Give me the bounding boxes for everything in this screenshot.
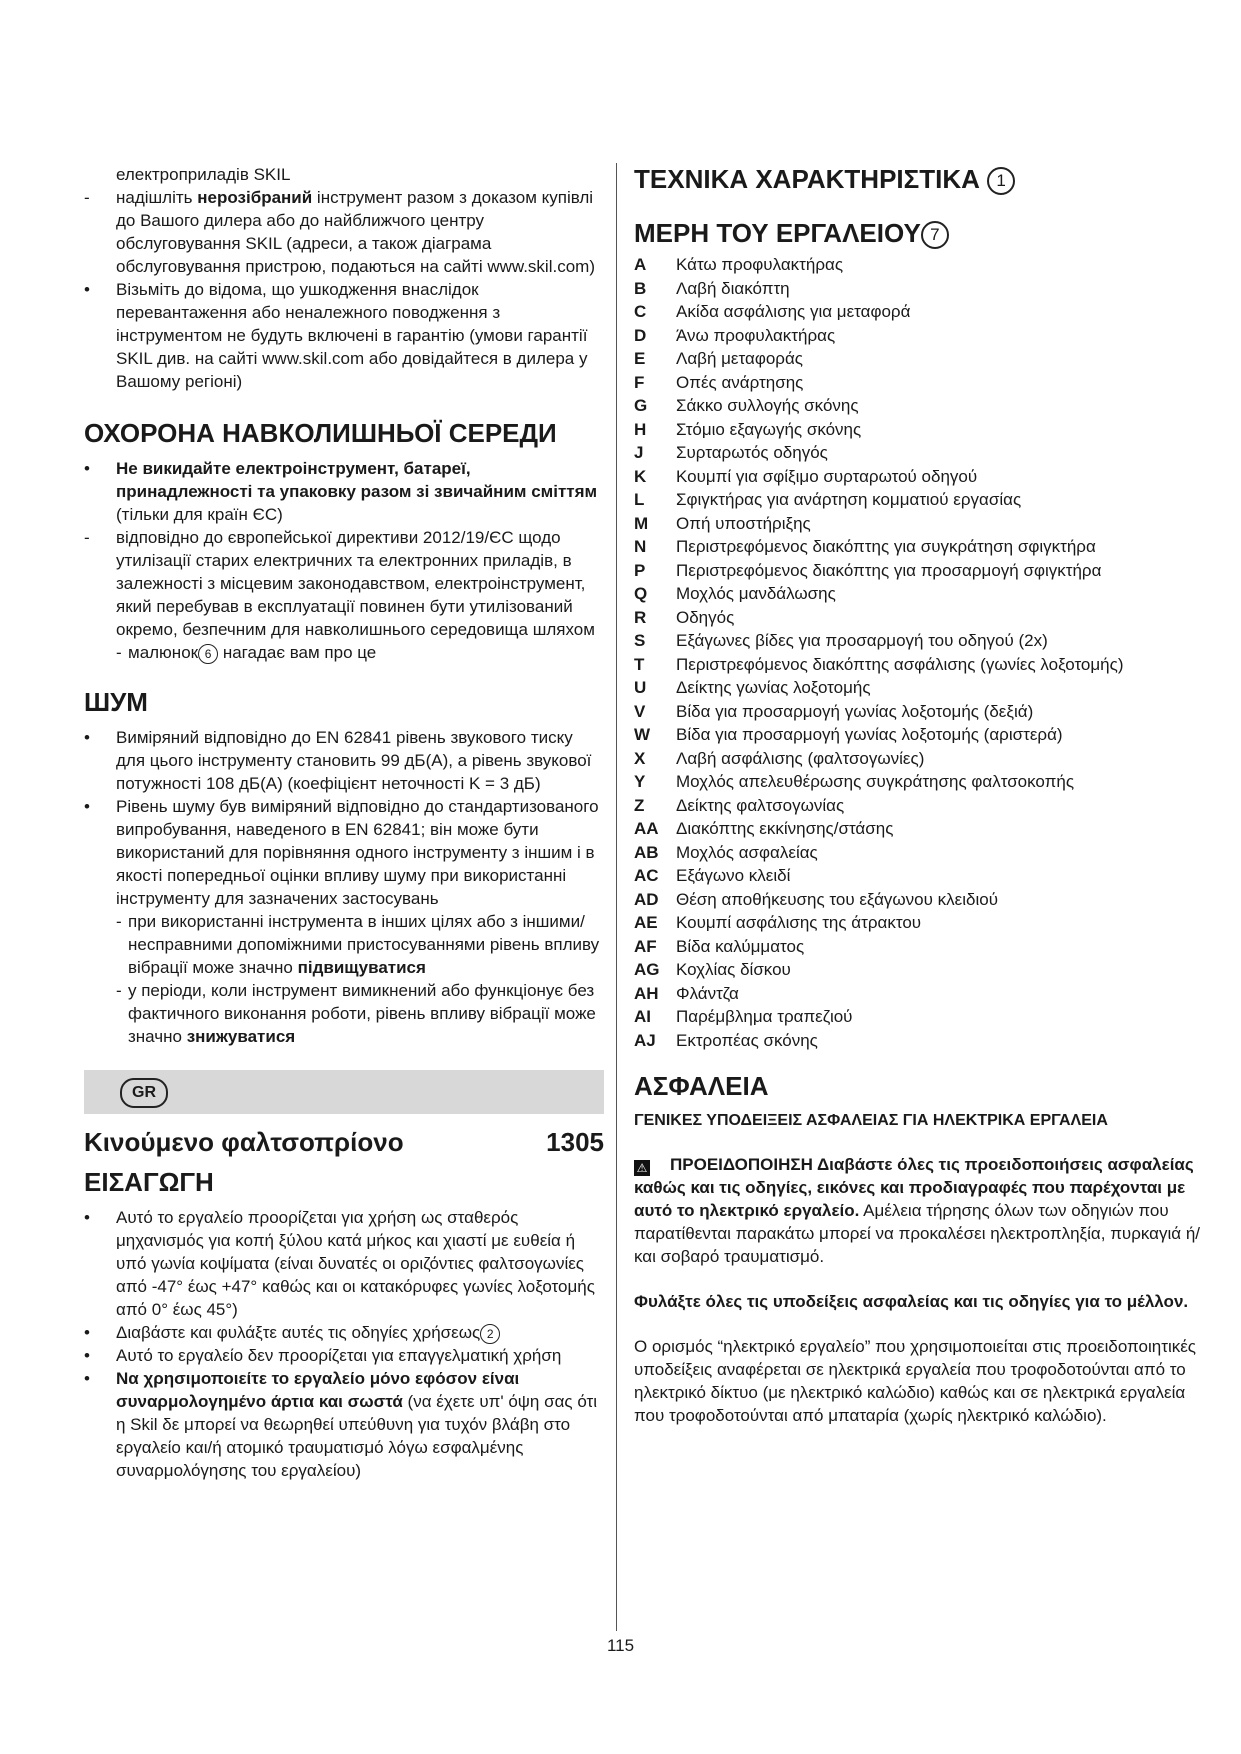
warning-triangle-icon: ⚠ (634, 1160, 650, 1176)
column-divider (616, 163, 617, 1631)
part-item (634, 300, 1204, 324)
part-key: AH (634, 983, 659, 1003)
part-item (634, 629, 1204, 653)
figure-ref-7: 7 (921, 221, 949, 249)
noise-dash-2: - у періоди, коли інструмент вимикнений або функціонує без фактичного виконання роботи, рівень впливу вібрації може значно знижуватися (84, 979, 604, 1048)
part-label: Περιστρεφόμενος διακόπτης ασφάλισης (γωνίες λοξοτομής) (676, 654, 1124, 674)
part-label: Βίδα καλύμματος (676, 936, 805, 956)
part-label: Οπές ανάρτησης (676, 372, 804, 392)
part-item (634, 653, 1204, 677)
gr-bullet-1: • Αυτό το εργαλείο προορίζεται για χρήση ως σταθερός μηχανισμός για κοπή ξύλου κατά μήκος και χιαστί με ευθεία ή υπό γωνία κοψίματα (είναι δυνατές οι οριζόντιες φαλτσογωνίες από -47° έως +47° καθώς και οι κατακόρυφες γωνίες λοξοτομής από 0° έως 45°) (84, 1206, 604, 1321)
part-label: Θέση αποθήκευσης του εξάγωνου κλειδιού (676, 889, 998, 909)
part-label: Ακίδα ασφάλισης για μεταφορά (676, 302, 911, 322)
noise-heading: ШУМ (84, 687, 148, 717)
part-label: Σφιγκτήρας για ανάρτηση κομματιού εργασίας (676, 490, 1022, 510)
part-key: AB (634, 842, 659, 862)
language-badge: GR (120, 1078, 168, 1108)
part-key: F (634, 372, 645, 392)
part-key: N (634, 537, 647, 557)
part-item (634, 982, 1204, 1006)
part-item (634, 465, 1204, 489)
part-item (634, 935, 1204, 959)
part-key: V (634, 701, 646, 721)
figure-ref-2: 2 (480, 1324, 500, 1344)
part-key: AJ (634, 1030, 656, 1050)
part-item (634, 559, 1204, 583)
part-key: E (634, 349, 646, 369)
part-item (634, 1029, 1204, 1053)
part-key: P (634, 560, 646, 580)
part-item (634, 676, 1204, 700)
product-title-row (84, 1126, 604, 1158)
language-bar (84, 1070, 604, 1114)
env-heading: ОХОРОНА НАВКОЛИШНЬОЇ СЕРЕДИ (84, 418, 557, 448)
part-label: Βίδα για προσαρμογή γωνίας λοξοτομής (αριστερά) (676, 725, 1063, 745)
gr-bullet-4: • Να χρησιμοποιείτε το εργαλείο μόνο εφόσον είναι συναρμολογημένο άρτια και σωστά (να έχετε υπ' όψη σας ότι η Skil δε μπορεί να θεωρηθεί υπεύθυνη για τυχόν βλάβη στο εργαλείο και/ή ατομικό τραυματισμό λόγω εσφαλμένης συναρμολόγησης του εργαλείου) (84, 1367, 604, 1482)
noise-dash-1: - при використанні інструмента в інших цілях або з іншими/несправними допоміжними пристосуваннями рівень впливу вібрації може значно підвищуватися (84, 910, 604, 979)
part-key: W (634, 725, 651, 745)
part-key: Q (634, 584, 648, 604)
part-key: B (634, 278, 647, 298)
part-item (634, 606, 1204, 630)
figure-ref-6: 6 (198, 644, 218, 664)
parts-list (634, 253, 1204, 1052)
left-column (84, 163, 604, 1482)
intro-heading: ΕΙΣΑΓΩΓΗ (84, 1167, 214, 1197)
part-label: Άνω προφυλακτήρας (676, 325, 836, 345)
part-item (634, 1005, 1204, 1029)
part-item (634, 888, 1204, 912)
part-key: K (634, 466, 647, 486)
env-directive: - відповідно до європейської директиви 2012/19/ЄС щодо утилізації старих електричних та електронних приладів, в залежності з місцевим законодавством, електроінструмент, який перебував в експлуатації повинен бути утилізований окремо, безпечним для навколишнього середовища шляхом (84, 526, 604, 641)
part-key: Z (634, 795, 645, 815)
figure-ref-1: 1 (987, 167, 1015, 195)
part-label: Οπή υποστήριξης (676, 513, 811, 533)
part-item (634, 512, 1204, 536)
part-label: Εξάγωνες βίδες για προσαρμογή του οδηγού (2x) (676, 631, 1048, 651)
part-label: Κάτω προφυλακτήρας (676, 255, 844, 275)
warranty-bullet: • Візьміть до відома, що ушкодження внаслідок перевантаження або неналежного поводження з інструментом не будуть включені в гарантію (умови гарантії SKIL див. на сайті www.skil.com або довідайтеся в дилера у Вашому регіоні) (84, 278, 604, 393)
right-column (634, 163, 1204, 1427)
part-key: C (634, 302, 647, 322)
part-label: Μοχλός απελευθέρωσης συγκράτησης φαλτσοκοπής (676, 772, 1075, 792)
return-instruction: - надішліть нерозібраний інструмент разом з доказом купівлі до Вашого дилера або до найближчого центру обслуговування SKIL (адреси, а також діаграма обслуговування пристрою, подаються на сайті www.skil.com) (84, 186, 604, 278)
part-key: G (634, 396, 648, 416)
part-label: Διακόπτης εκκίνησης/στάσης (676, 819, 894, 839)
part-label: Λαβή μεταφοράς (676, 349, 803, 369)
safety-subheading: ΓΕΝΙΚΕΣ ΥΠΟΔΕΙΞΕΙΣ ΑΣΦΑΛΕΙΑΣ ΓΙΑ ΗΛΕΚΤΡΙΚΑ ΕΡΓΑΛΕΙΑ (634, 1112, 1108, 1130)
part-key: AI (634, 1007, 651, 1027)
env-symbol-note: - малюнок 6 нагадає вам про це (84, 641, 604, 664)
part-label: Οδηγός (676, 607, 735, 627)
noise-bullet-1: • Виміряний відповідно до EN 62841 рівень звукового тиску для цього інструменту становить 99 дБ(A), a рівень звукової потужності 108 дБ(A) (коефіцієнт неточності K = 3 дБ) (84, 726, 604, 795)
page-number: 115 (606, 1636, 635, 1655)
part-label: Φλάντζα (676, 983, 739, 1003)
noise-bullet-2: • Рівень шуму був виміряний відповідно до стандартизованого випробування, наведеного в EN 62841; він може бути використаний для порівняння одного інструменту з іншим і в якості попередньої оцінки впливу шуму при використанні інструменту для зазначених застосувань (84, 795, 604, 910)
parts-heading: ΜΕΡΗ ΤΟΥ ΕΡΓΑΛΕΙΟΥ 7 (634, 217, 1204, 249)
part-item (634, 794, 1204, 818)
part-label: Περιστρεφόμενος διακόπτης για προσαρμογή σφιγκτήρα (676, 560, 1102, 580)
gr-bullet-2: • Διαβάστε και φυλάξτε αυτές τις οδηγίες χρήσεως 2 (84, 1321, 604, 1344)
part-key: AC (634, 866, 659, 886)
part-label: Μοχλός ασφαλείας (676, 842, 818, 862)
part-item (634, 582, 1204, 606)
part-label: Σάκκο συλλογής σκόνης (676, 396, 859, 416)
part-item (634, 324, 1204, 348)
part-key: Y (634, 772, 646, 792)
part-item (634, 911, 1204, 935)
part-key: J (634, 443, 644, 463)
part-item (634, 747, 1204, 771)
part-label: Μοχλός μανδάλωσης (676, 584, 836, 604)
part-item (634, 841, 1204, 865)
part-key: D (634, 325, 647, 345)
intro-line: електроприладів SKIL (116, 165, 291, 184)
part-item (634, 253, 1204, 277)
part-label: Λαβή διακόπτη (676, 278, 790, 298)
part-label: Κουμπί ασφάλισης της άτρακτου (676, 913, 922, 933)
part-key: T (634, 654, 645, 674)
part-key: AE (634, 913, 658, 933)
part-key: R (634, 607, 647, 627)
part-label: Συρταρωτός οδηγός (676, 443, 828, 463)
env-bullet: • Не викидайте електроінструмент, батареї, принадлежності та упаковку разом зі звичайним сміттям (тільки для країн ЄС) (84, 457, 604, 526)
part-key: AA (634, 819, 659, 839)
part-key: AF (634, 936, 657, 956)
product-model: 1305 (546, 1127, 604, 1157)
part-label: Κουμπί για σφίξιμο συρταρωτού οδηγού (676, 466, 978, 486)
part-key: AG (634, 960, 660, 980)
part-item (634, 723, 1204, 747)
part-item (634, 958, 1204, 982)
part-key: L (634, 490, 645, 510)
part-key: M (634, 513, 649, 533)
part-item (634, 817, 1204, 841)
part-item (634, 394, 1204, 418)
part-item (634, 864, 1204, 888)
part-item (634, 441, 1204, 465)
part-item (634, 347, 1204, 371)
part-item (634, 277, 1204, 301)
part-item (634, 371, 1204, 395)
part-key: AD (634, 889, 659, 909)
part-label: Λαβή ασφάλισης (φαλτσογωνίες) (676, 748, 925, 768)
part-label: Εξάγωνο κλειδί (676, 866, 791, 886)
product-title: Κινούμενο φαλτσοπρίονο (84, 1127, 404, 1157)
part-label: Δείκτης γωνίας λοξοτομής (676, 678, 871, 698)
part-key: U (634, 678, 647, 698)
part-item (634, 700, 1204, 724)
part-item (634, 488, 1204, 512)
part-item (634, 770, 1204, 794)
part-label: Στόμιο εξαγωγής σκόνης (676, 419, 862, 439)
part-label: Παρέμβλημα τραπεζιού (676, 1007, 853, 1027)
tech-heading: ΤΕΧΝΙΚΑ ΧΑΡΑΚΤΗΡΙΣΤΙΚΑ 1 (634, 163, 1204, 195)
warning-paragraph: ⚠ ΠΡΟΕΙΔΟΠΟΙΗΣΗ Διαβάστε όλες τις προειδοποιήσεις ασφαλείας καθώς και τις οδηγίες, εικόνες και προδιαγραφές που παρέχονται με αυτό το ηλεκτρικό εργαλείο. Αμέλεια τήρησης όλων των οδηγιών που παρατίθενται παρακάτω μπορεί να προκαλέσει ηλεκτροπληξία, πυρκαγιά ή/και σοβαρό τραυματισμό. (634, 1155, 1201, 1267)
part-label: Εκτροπέας σκόνης (676, 1030, 818, 1050)
part-label: Δείκτης φαλτσογωνίας (676, 795, 845, 815)
part-label: Βίδα για προσαρμογή γωνίας λοξοτομής (δεξιά) (676, 701, 1034, 721)
part-label: Κοχλίας δίσκου (676, 960, 791, 980)
safety-heading: ΑΣΦΑΛΕΙΑ (634, 1071, 769, 1102)
part-item (634, 535, 1204, 559)
part-label: Περιστρεφόμενος διακόπτης για συγκράτηση σφιγκτήρα (676, 537, 1096, 557)
part-key: X (634, 748, 646, 768)
part-key: H (634, 419, 647, 439)
definition-paragraph: Ο ορισμός “ηλεκτρικό εργαλείο” που χρησιμοποιείται στις προειδοποιητικές υποδείξεις αναφέρεται σε ηλεκτρικά εργαλεία που τροφοδοτούνται από το ηλεκτρικό δίκτυο (με ηλεκτρικό καλώδιο) καθώς και σε ηλεκτρικά εργαλεία που τροφοδοτούνται από μπαταρία (χωρίς ηλεκτρικό καλώδιο). (634, 1337, 1196, 1426)
keep-instructions: Φυλάξτε όλες τις υποδείξεις ασφαλείας και τις οδηγίες για το μέλλον. (634, 1292, 1189, 1312)
part-item (634, 418, 1204, 442)
gr-bullet-3: • Αυτό το εργαλείο δεν προορίζεται για επαγγελματική χρήση (84, 1344, 604, 1367)
part-key: A (634, 255, 647, 275)
part-key: S (634, 631, 646, 651)
